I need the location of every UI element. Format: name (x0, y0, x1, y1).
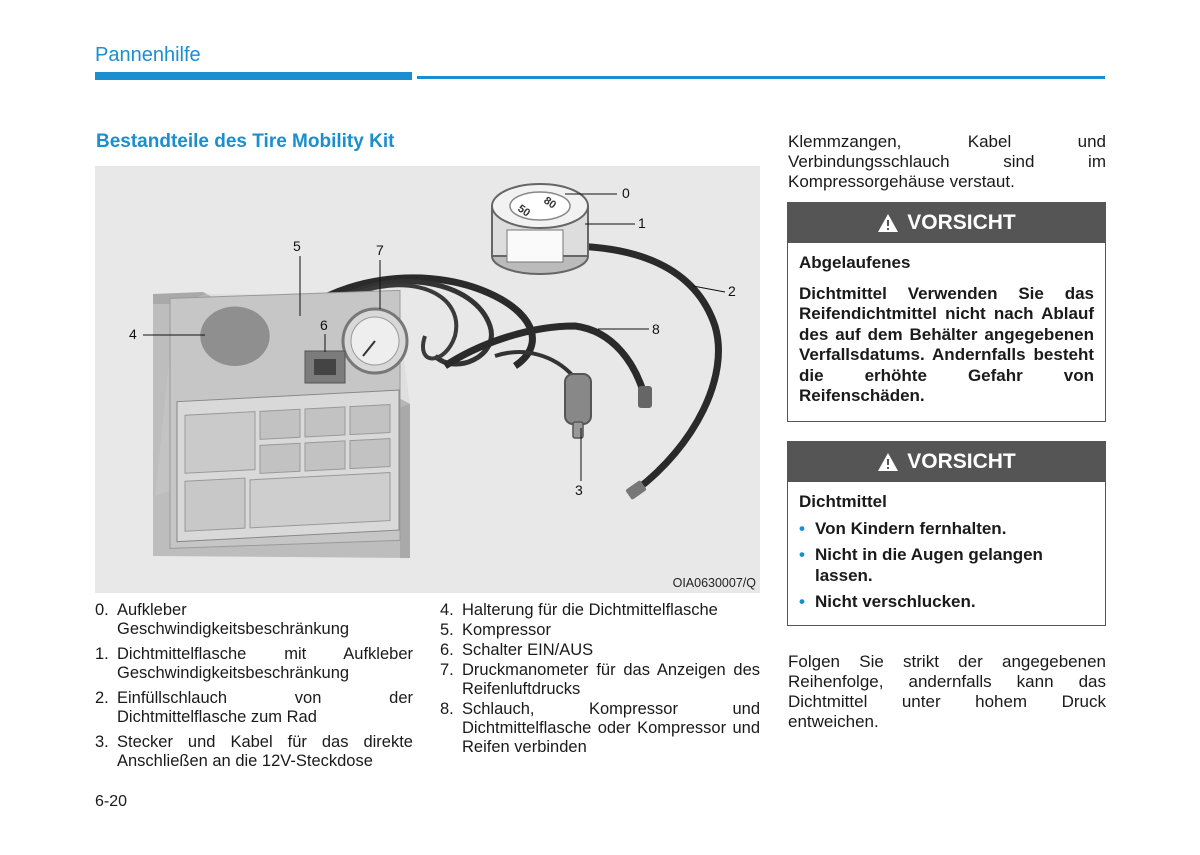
legend-item-0: 0. Aufkleber Geschwindigkeitsbeschränkung (95, 601, 350, 638)
caution-label: VORSICHT (907, 450, 1016, 473)
caution-bullet: • Nicht in die Augen gelangen lassen. (799, 545, 1043, 585)
caution-box-expired-sealant (787, 202, 1106, 422)
warning-triangle-icon (877, 452, 899, 472)
figure-code: OIA0630007/Q (672, 576, 756, 590)
gauge-label-50: 50 (515, 202, 533, 220)
legend-item-4: 4. Halterung für die Dichtmittelflasche (440, 601, 718, 619)
intro-paragraph: Klemmzangen, Kabel und Verbindungsschlauch sind im Kompressorgehäuse verstaut. (788, 132, 1106, 191)
caution-bullet: • Nicht verschlucken. (799, 592, 976, 611)
legend-left (95, 601, 413, 777)
callout-4: 4 (129, 326, 137, 342)
page-number: 6-20 (95, 793, 128, 810)
bullet-dot-icon: • (799, 518, 805, 538)
callout-0: 0 (622, 185, 630, 201)
caution-text: Dichtmittel Verwenden Sie das Reifendichtmittel nicht nach Ablauf des auf dem Behälter angegebenen Verfallsdatums. Andernfalls besteht die erhöhte Gefahr von Reifenschäden. (799, 283, 1094, 405)
legend-item-2: 2. Einfüllschlauch von der Dichtmittelflasche zum Rad (95, 689, 413, 726)
gauge-label-80: 80 (541, 194, 559, 212)
bullet-dot-icon: • (799, 545, 805, 564)
callout-3: 3 (575, 482, 583, 498)
legend-item-5: 5. Kompressor (440, 621, 551, 639)
legend-item-8: 8. Schlauch, Kompressor und Dichtmittelflasche oder Kompressor und Reifen verbinden (440, 700, 760, 756)
caution-header (788, 442, 1105, 482)
kit-illustration (95, 166, 760, 593)
callout-6: 6 (320, 317, 328, 333)
caution-box-sealant (787, 441, 1106, 626)
tire-mobility-kit-figure (95, 166, 760, 593)
bullet-dot-icon: • (799, 592, 805, 611)
header-rule-thick (95, 72, 412, 80)
callout-5: 5 (293, 238, 301, 254)
legend-right (440, 601, 760, 758)
legend-item-6: 6. Schalter EIN/AUS (440, 641, 594, 659)
caution-subtitle: Abgelaufenes (799, 253, 911, 272)
running-header: Pannenhilfe (95, 44, 201, 66)
callout-8: 8 (652, 321, 660, 337)
outro-paragraph: Folgen Sie strikt der angegebenen Reihenfolge, andernfalls kann das Dichtmittel unter hohem Druck entweichen. (788, 652, 1106, 731)
header-rule-thin (417, 76, 1105, 79)
caution-label: VORSICHT (907, 211, 1016, 234)
caution-body (788, 243, 1105, 421)
section-title: Bestandteile des Tire Mobility Kit (96, 131, 395, 152)
callout-1: 1 (638, 215, 646, 231)
legend-item-7: 7. Druckmanometer für das Anzeigen des Reifenluftdrucks (440, 661, 760, 698)
caution-header (788, 203, 1105, 243)
caution-body (788, 482, 1105, 625)
legend-item-3: 3. Stecker und Kabel für das direkte Anschließen an die 12V-Steckdose (95, 733, 413, 770)
callout-7: 7 (376, 242, 384, 258)
legend-item-1: 1. Dichtmittelflasche mit Aufkleber Geschwindigkeitsbeschränkung (95, 645, 413, 682)
warning-triangle-icon (877, 213, 899, 233)
caution-bullet: • Von Kindern fernhalten. (799, 518, 1007, 538)
caution-subtitle: Dichtmittel (799, 492, 887, 511)
callout-2: 2 (728, 283, 736, 299)
